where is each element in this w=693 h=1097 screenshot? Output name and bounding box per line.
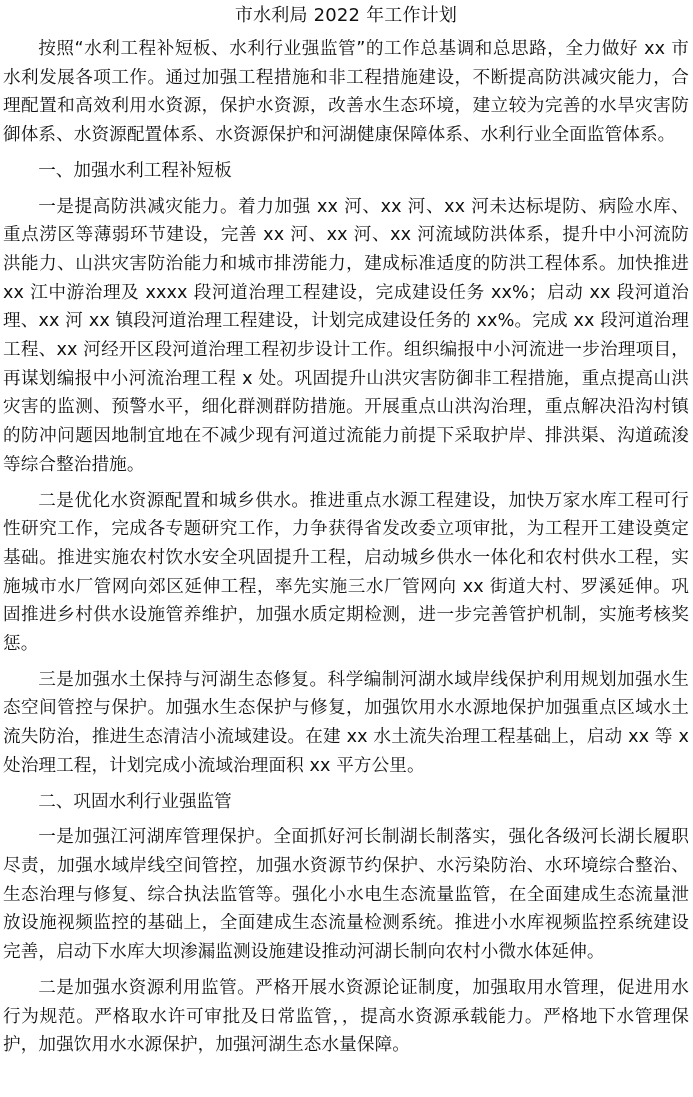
document-title: 市水利局 2022 年工作计划 [234, 5, 458, 26]
intro-paragraph: 按照“水利工程补短板、水利行业强监管”的工作总基调和总思路，全力做好 xx 市水利发展各项工作。通过加强工程措施和非工程措施建设，不断提高防洪减灾能力，合理配置和高效利用水资源，保护水资源，改善水生态环境，建立较为完善的水旱灾害防御体系、水资源配置体系、水资源保护和河湖健康保障体系、水利行业全面监管体系。 [3, 39, 689, 146]
section-paragraph: 二是优化水资源配置和城乡供水。推进重点水源工程建设，加快万家水库工程可行性研究工作，完成各专题研究工作，力争获得省发改委立项审批，为工程开工建设奠定基础。推进实施农村饮水安全巩固提升工程，启动城乡供水一体化和农村供水工程，实施城市水厂管网向郊区延伸工程，率先实施三水厂管网向 xx 街道大村、罗溪延伸。巩固推进乡村供水设施管养维护，加强水质定期检测，进一步完善管护机制，实施考核奖惩。 [3, 490, 689, 655]
section-heading: 二、巩固水利行业强监管 [38, 791, 232, 812]
section-paragraph: 一是加强江河湖库管理保护。全面抓好河长制湖长制落实，强化各级河长湖长履职尽责，加强水域岸线空间管控，加强水资源节约保护、水污染防治、水环境综合整治、生态治理与修复、综合执法监管等。强化小水电生态流量监管，在全面建成生态流量泄放设施视频监控的基础上，全面建成生态流量检测系统。推进小水库视频监控系统建设完善，启动下水库大坝渗漏监测设施建设推动河湖长制向农村小微水体延伸。 [3, 827, 689, 963]
section-1 [3, 157, 689, 781]
section-paragraph: 一是提高防洪减灾能力。着力加强 xx 河、xx 河、xx 河未达标堤防、病险水库、重点涝区等薄弱环节建设，完善 xx 河、xx 河、xx 河流域防洪体系，提升中小河流防洪能力、山洪灾害防治能力和城市排涝能力，建成标准适度的防洪工程体系。加快推进 xx 江中游治理及 xxxx 段河道治理工程建设，完成建设任务 xx%；启动 xx 段河道治理、xx 河 xx 镇段河道治理工程建设，计划完成建设任务的 xx%。完成 xx 段河道治理工程、xx 河经开区段河道治理工程初步设计工作。组织编报中小河流进一步治理项目，再谋划编报中小河流治理工程 x 处。巩固提升山洪灾害防御非工程措施，重点提高山洪灾害的监测、预警水平，细化群测群防措施。开展重点山洪沟治理，重点解决沿沟村镇的防冲问题因地制宜地在不减少现有河道过流能力前提下采取护岸、排洪渠、沟道疏浚等综合整治措施。 [3, 196, 689, 475]
section-paragraph: 二是加强水资源利用监管。严格开展水资源论证制度，加强取用水管理，促进用水行为规范。严格取水许可审批及日常监管，，提高水资源承载能力。严格地下水管理保护，加强饮用水水源保护，加强河湖生态水量保障。 [3, 977, 689, 1056]
section-2 [3, 788, 689, 1060]
section-paragraph: 三是加强水土保持与河湖生态修复。科学编制河湖水域岸线保护利用规划加强水生态空间管控与保护。加强水生态保护与修复，加强饮用水水源地保护加强重点区域水土流失防治，推进生态清洁小流域建设。在建 xx 水土流失治理工程基础上，启动 xx 等 x 处治理工程，计划完成小流域治理面积 xx 平方公里。 [3, 669, 689, 776]
section-heading: 一、加强水利工程补短板 [38, 160, 232, 181]
